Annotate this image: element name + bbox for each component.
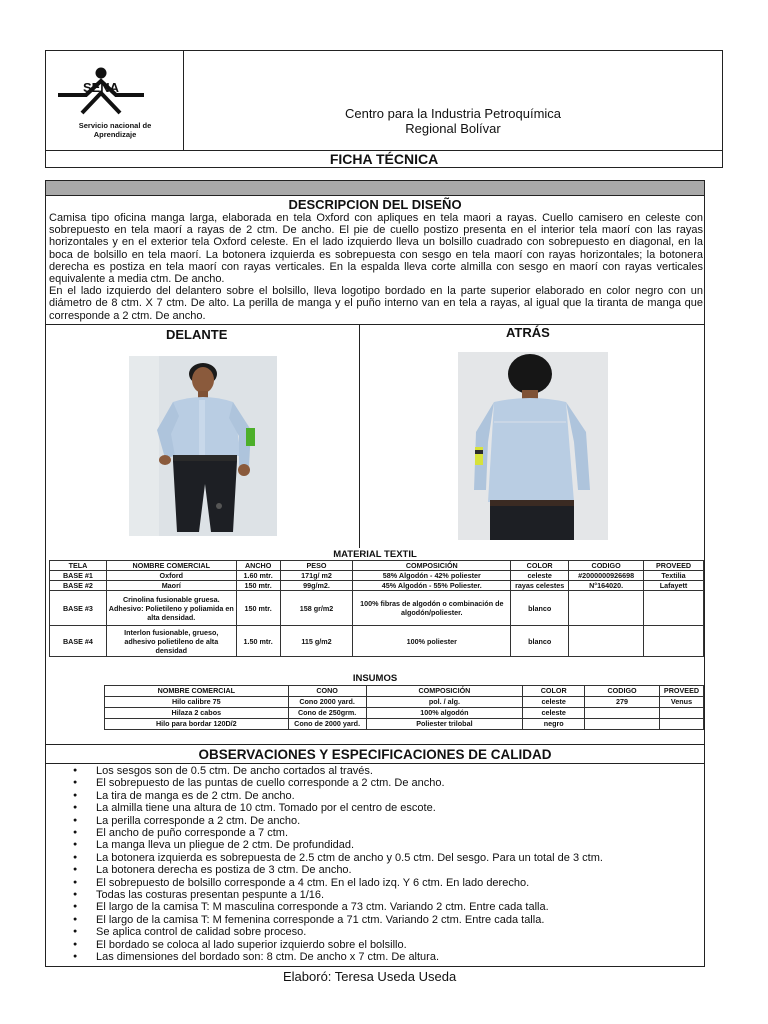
table-cell: Cono 2000 yard. <box>288 697 366 708</box>
insumos-table <box>104 685 704 730</box>
table-cell: 171g/ m2 <box>280 571 353 581</box>
table-cell: N°164020. <box>569 581 644 591</box>
list-item: ● Se aplica control de calidad sobre proceso. <box>73 926 693 938</box>
list-item: ● La manga lleva un pliegue de 2 ctm. De profundidad. <box>73 839 693 851</box>
insumos-header-row <box>105 686 704 697</box>
table-cell: pol. / alg. <box>366 697 523 708</box>
table-cell <box>659 719 703 730</box>
table-cell <box>644 626 704 657</box>
elaborated-by: Elaboró: Teresa Useda Useda <box>283 969 457 984</box>
table-row <box>105 708 704 719</box>
table-cell: Lafayett <box>644 581 704 591</box>
list-item: ● La perilla corresponde a 2 ctm. De ancho. <box>73 815 693 827</box>
table-cell: celeste <box>523 697 585 708</box>
table-cell: 99g/m2. <box>280 581 353 591</box>
logo-cell <box>46 51 184 150</box>
insumos-header: CODIGO <box>585 686 660 697</box>
table-cell: 1.50 mtr. <box>236 626 280 657</box>
table-cell: 150 mtr. <box>236 591 280 626</box>
table-cell: 45% Algodón - 55% Poliester. <box>353 581 511 591</box>
list-item: ● Las dimensiones del bordado son: 8 ctm. De ancho x 7 ctm. De altura. <box>73 951 693 963</box>
back-label: ATRÁS <box>506 325 550 340</box>
description-title: DESCRIPCION DEL DISEÑO <box>288 197 462 212</box>
table-cell: Hilo calibre 75 <box>105 697 289 708</box>
table-cell: 100% poliester <box>353 626 511 657</box>
table-cell <box>659 708 703 719</box>
list-item: ● El bordado se coloca al lado superior izquierdo sobre el bolsillo. <box>73 939 693 951</box>
table-row <box>105 719 704 730</box>
table-cell: celeste <box>511 571 569 581</box>
material-header: ANCHO <box>236 561 280 571</box>
material-header: COMPOSICIÓN <box>353 561 511 571</box>
front-photo <box>129 356 277 536</box>
logo-caption-line-1: Servicio nacional de <box>78 121 152 130</box>
list-item: ● La botonera derecha es postiza de 3 ctm. De ancho. <box>73 864 693 876</box>
table-cell: BASE #1 <box>50 571 107 581</box>
table-cell: Crinolina fusionable gruesa. Adhesivo: Polietileno y poliamida en alta densidad. <box>106 591 236 626</box>
table-cell: 279 <box>585 697 660 708</box>
insumos-header: COMPOSICIÓN <box>366 686 523 697</box>
back-photo <box>458 352 608 540</box>
list-item: ● Todas las costuras presentan pespunte a 1/16. <box>73 889 693 901</box>
photos-divider <box>359 325 360 548</box>
table-row <box>50 581 704 591</box>
insumos-header: NOMBRE COMERCIAL <box>105 686 289 697</box>
table-cell: Hilaza 2 cabos <box>105 708 289 719</box>
table-cell: blanco <box>511 591 569 626</box>
table-cell <box>644 591 704 626</box>
logo-caption-line-2: Aprendizaje <box>93 130 137 139</box>
list-item: ● El ancho de puño corresponde a 7 ctm. <box>73 827 693 839</box>
list-item: ● El largo de la camisa T: M femenina corresponde a 71 ctm. Variando 2 ctm. Entre cada talla. <box>73 914 693 926</box>
table-cell: 115 g/m2 <box>280 626 353 657</box>
insumos-header: COLOR <box>523 686 585 697</box>
observations-list <box>73 765 693 964</box>
insumos-title: INSUMOS <box>352 673 398 684</box>
description-paragraph-1: Camisa tipo oficina manga larga, elaborada en tela Oxford con apliques en tela maori a rayas. Cuello camisero en celeste con sobrepuesto en tela maorí a rayas de 2 ctm. De ancho. El pie de cuello postizo presenta en el interior tela maorí con las rayas horizontales y en el exterior tela Oxford celeste. En el lado izquierdo lleva un bolsillo cuadrado con sobrepuesto en diagonal, en la boca de bolsillo en tela maorí. La botonera izquierda es sobrepuesta con sesgo en tela maorí con rayas horizontales; la botonera derecha es postiza en tela maorí con rayas verticales. En la espalda lleva corte almilla con sesgo en maorí con rayas verticales equivalente a media ctm. De ancho. <box>49 212 703 286</box>
table-cell <box>569 626 644 657</box>
org-cell <box>184 51 722 150</box>
list-item: ● El largo de la camisa T: M masculina corresponde a 73 ctm. Variando 2 ctm. Entre cada talla. <box>73 901 693 913</box>
table-cell: Textilia <box>644 571 704 581</box>
table-cell <box>569 591 644 626</box>
table-cell: blanco <box>511 626 569 657</box>
table-row <box>50 591 704 626</box>
sena-logo-icon <box>56 67 146 121</box>
table-cell: #2000000926698 <box>569 571 644 581</box>
table-cell: Poliester trilobal <box>366 719 523 730</box>
org-region: Regional Bolívar <box>405 121 501 136</box>
section-header-bar <box>46 181 704 196</box>
material-header: PESO <box>280 561 353 571</box>
material-title: MATERIAL TEXTIL <box>333 549 417 560</box>
description-paragraph-2: En el lado izquierdo del delantero sobre el bolsillo, lleva logotipo bordado en la parte superior elaborado en color negro con un diámetro de 8 ctm. X 7 ctm. De alto. La perilla de manga y el puño interno van en tela a rayas, al igual que la tiranta de manga que corresponde a 2 ctm. De ancho. <box>49 285 703 322</box>
table-cell: rayas celestes <box>511 581 569 591</box>
description-body <box>49 212 703 322</box>
table-cell: 150 mtr. <box>236 581 280 591</box>
material-header: TELA <box>50 561 107 571</box>
material-table <box>49 560 704 657</box>
table-row <box>50 571 704 581</box>
table-cell: Hilo para bordar 120D/2 <box>105 719 289 730</box>
material-header: PROVEED <box>644 561 704 571</box>
insumos-header: PROVEED <box>659 686 703 697</box>
list-item: ● El sobrepuesto de bolsillo corresponde a 4 ctm. En el lado izq. Y 6 ctm. En lado derecho. <box>73 877 693 889</box>
table-cell: Venus <box>659 697 703 708</box>
photos-section <box>46 324 704 547</box>
table-cell: Maorí <box>106 581 236 591</box>
list-item: ● La botonera izquierda es sobrepuesta de 2.5 ctm de ancho y 0.5 ctm. Del sesgo. Para un total de 3 ctm. <box>73 852 693 864</box>
logo-wordmark: SENA <box>82 80 120 95</box>
table-cell: Oxford <box>106 571 236 581</box>
table-cell: 58% Algodón - 42% poliester <box>353 571 511 581</box>
header-block <box>45 50 723 168</box>
table-cell: BASE #3 <box>50 591 107 626</box>
table-cell: 100% algodón <box>366 708 523 719</box>
material-header-row <box>50 561 704 571</box>
table-cell: celeste <box>523 708 585 719</box>
table-cell: negro <box>523 719 585 730</box>
table-cell: 100% fibras de algodón o combinación de algodón/poliester. <box>353 591 511 626</box>
list-item: ● Los sesgos son de 0.5 ctm. De ancho cortados al través. <box>73 765 693 777</box>
table-cell: 1.60 mtr. <box>236 571 280 581</box>
front-label: DELANTE <box>166 327 228 342</box>
insumos-header: CONO <box>288 686 366 697</box>
table-cell: Interlon fusionable, grueso, adhesivo polietileno de alta densidad <box>106 626 236 657</box>
observations-title: OBSERVACIONES Y ESPECIFICACIONES DE CALIDAD <box>46 744 704 764</box>
table-cell: BASE #4 <box>50 626 107 657</box>
table-cell <box>585 708 660 719</box>
table-cell: BASE #2 <box>50 581 107 591</box>
logo-caption <box>50 121 180 139</box>
list-item: ● La tira de manga es de 2 ctm. De ancho. <box>73 790 693 802</box>
org-name: Centro para la Industria Petroquímica <box>344 106 562 121</box>
list-item: ● La almilla tiene una altura de 10 ctm. Tomado por el centro de escote. <box>73 802 693 814</box>
list-item: ● El sobrepuesto de las puntas de cuello corresponde a 2 ctm. De ancho. <box>73 777 693 789</box>
material-header: NOMBRE COMERCIAL <box>106 561 236 571</box>
material-header: COLOR <box>511 561 569 571</box>
table-row <box>50 626 704 657</box>
material-header: CODIGO <box>569 561 644 571</box>
main-sheet <box>45 180 705 967</box>
table-cell <box>585 719 660 730</box>
table-row <box>105 697 704 708</box>
document-title: FICHA TÉCNICA <box>46 150 722 168</box>
table-cell: Cono de 250grm. <box>288 708 366 719</box>
table-cell: 158 gr/m2 <box>280 591 353 626</box>
table-cell: Cono de 2000 yard. <box>288 719 366 730</box>
